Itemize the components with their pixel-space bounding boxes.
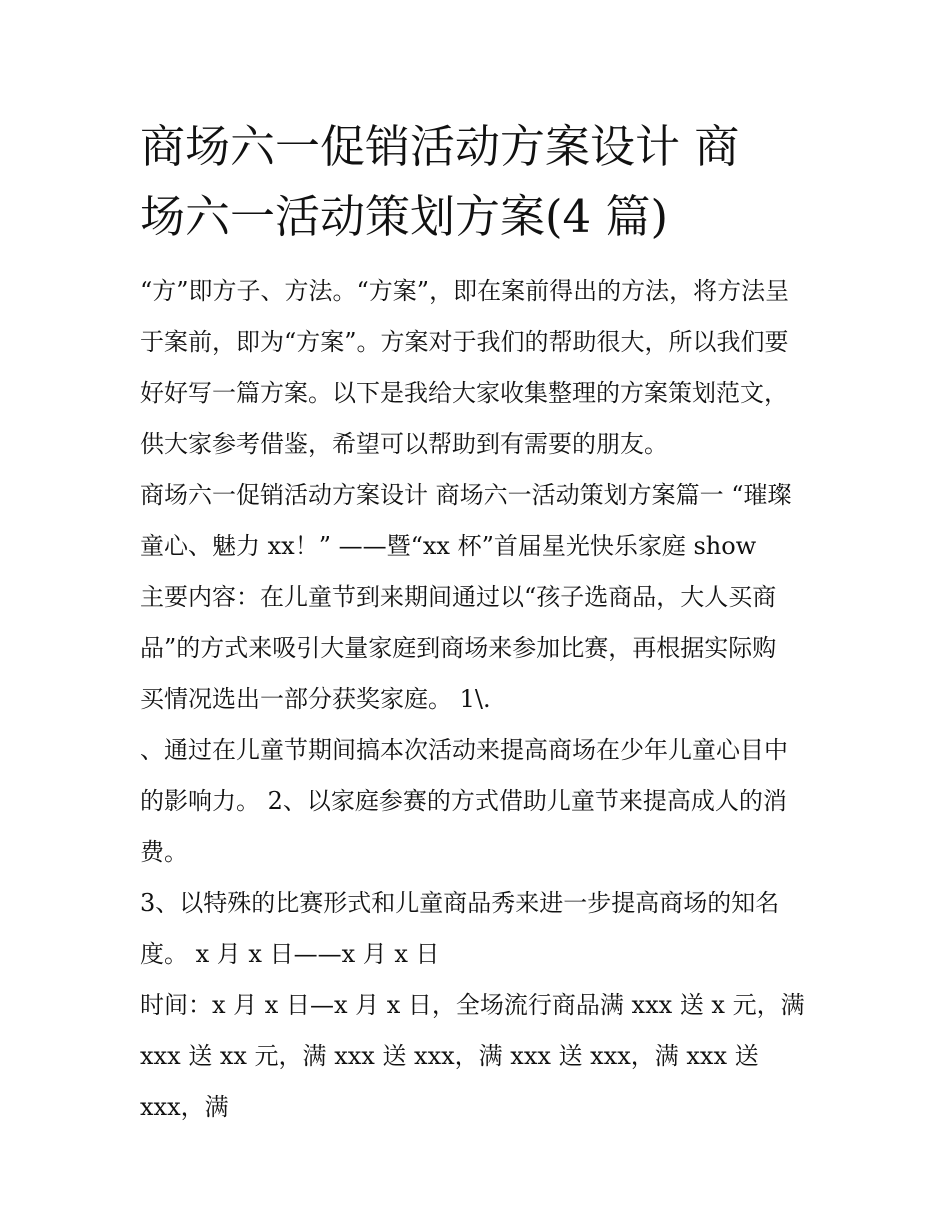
body-line: 度。 x 月 x 日——x 月 x 日 (140, 940, 440, 968)
body-line: 商场六一促销活动方案设计 商场六一活动策划方案篇一 “璀璨 (140, 481, 792, 509)
body-line: 于案前，即为“方案”。方案对于我们的帮助很大，所以我们要 (140, 328, 789, 356)
body-line: 的影响力。 2、以家庭参赛的方式借助儿童节来提高成人的消 (140, 787, 787, 815)
body-line: 主要内容：在儿童节到来期间通过以“孩子选商品，大人买商 (140, 583, 777, 611)
body-line: 童心、魅力 xx！” ——暨“xx 杯”首届星光快乐家庭 show (140, 532, 757, 560)
body-line: 时间：x 月 x 日—x 月 x 日，全场流行商品满 xxx 送 x 元，满 (140, 991, 805, 1019)
body-line: xxx 送 xx 元，满 xxx 送 xxx，满 xxx 送 xxx，满 xxx 送 xxx，满 (140, 1042, 759, 1121)
document-title (140, 112, 820, 252)
title-line-1: 商场六一促销活动方案设计 商 (140, 120, 740, 173)
body-line: 买情况选出一部分获奖家庭。 1\. (140, 685, 491, 713)
body-line: 费。 (140, 838, 188, 866)
body-line: 好好写一篇方案。以下是我给大家收集整理的方案策划范文， (140, 379, 788, 407)
body-line: “方”即方子、方法。“方案”，即在案前得出的方法，将方法呈 (140, 277, 790, 305)
body-line: 供大家参考借鉴，希望可以帮助到有需要的朋友。 (140, 430, 668, 458)
document-page (140, 112, 820, 1133)
title-line-2: 场六一活动策划方案(4 篇) (140, 190, 669, 243)
body-line: 3、以特殊的比赛形式和儿童商品秀来进一步提高商场的知名 (140, 889, 780, 917)
body-line: 品”的方式来吸引大量家庭到商场来参加比赛，再根据实际购 (140, 634, 777, 662)
body-line: 、通过在儿童节期间搞本次活动来提高商场在少年儿童心目中 (140, 736, 788, 764)
document-body (140, 266, 820, 1133)
